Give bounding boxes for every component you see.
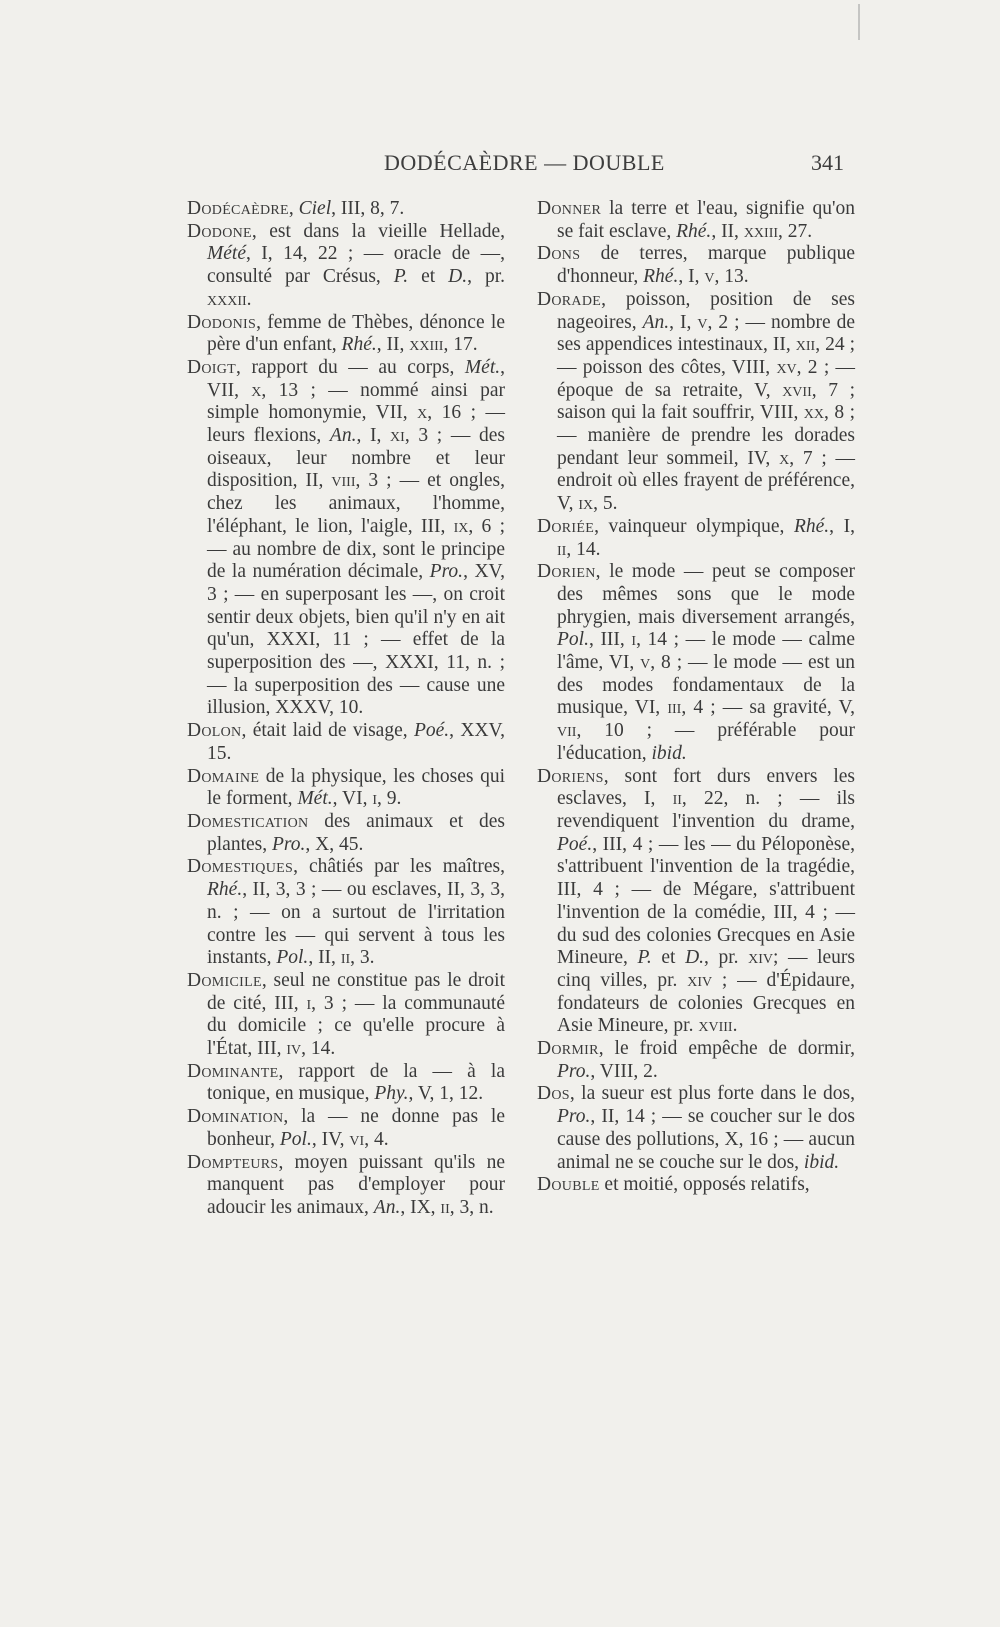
roman-numeral: ix <box>578 493 594 515</box>
italic-reference: Pro. <box>557 1060 591 1082</box>
italic-reference: Pro. <box>429 561 464 583</box>
entry-text: , 3 ; — la communauté du domicile ; ce qu'elle procure à l'État, III, <box>207 992 505 1060</box>
headword: Dos <box>537 1083 570 1105</box>
margin-mark <box>858 4 860 40</box>
roman-numeral: xxiii <box>409 334 444 356</box>
italic-reference: Rhé. <box>207 879 243 901</box>
entry-text: , II, <box>711 220 744 242</box>
roman-numeral: v <box>697 311 708 333</box>
entry-text: ; — d'Épidaure, fondateurs de colonies Grecques en Asie Mineure, pr. <box>557 969 855 1037</box>
headword: Domestiques <box>187 856 294 878</box>
roman-numeral: xiv <box>748 947 774 969</box>
entry-text: , III, <box>588 629 632 651</box>
index-entry <box>187 856 505 970</box>
headword: Dominante <box>187 1060 279 1082</box>
entry-text: , 10 ; — préférable pour l'éducation, <box>557 720 855 764</box>
roman-numeral: ii <box>672 788 682 810</box>
roman-numeral: v <box>640 652 651 674</box>
entry-text: , II, 3, 3 ; — ou esclaves, II, 3, 3, n. ; — on a surtout de l'irritation contre les — qui servent à tous les instants, <box>207 879 505 969</box>
roman-numeral: ii <box>340 947 351 969</box>
roman-numeral: i <box>306 992 312 1014</box>
roman-numeral: xi <box>390 425 405 447</box>
entry-text: , vainqueur olympique, <box>594 515 794 537</box>
entry-text: , VI, <box>332 788 373 810</box>
italic-reference: Pol. <box>279 1128 312 1150</box>
entry-text: , 22, n. ; — ils revendiquent l'invention du drame, <box>557 788 855 832</box>
italic-reference: Mét. <box>297 788 333 810</box>
index-entry <box>187 720 505 765</box>
running-title: DODÉCAÈDRE — DOUBLE <box>384 150 665 175</box>
italic-reference: ibid. <box>803 1151 840 1173</box>
entry-text: , I, <box>356 425 391 447</box>
roman-numeral: v <box>704 266 715 288</box>
italic-reference: Pro. <box>271 833 306 855</box>
entry-text: , I, <box>829 515 855 537</box>
index-entry <box>187 1106 505 1151</box>
entry-text: , IV, <box>311 1128 350 1150</box>
entry-text: , 9. <box>377 788 402 810</box>
italic-reference: Pro. <box>557 1106 591 1128</box>
italic-reference: An. <box>373 1196 401 1218</box>
entry-text: , III, 4 ; — les — du Péloponèse, s'attribuent l'invention de la tragédie, III, 4 ; — de Mégare, s'attribuent l'invention de la comédie, III, 4 ; — du sud des colonies Grecques en Asie Mineure, <box>557 833 855 969</box>
index-entry <box>537 1038 855 1083</box>
italic-reference: Pol. <box>276 947 309 969</box>
entry-text: , V, 1, 12. <box>408 1083 484 1105</box>
entry-text: . <box>246 288 252 310</box>
entry-text: , poisson, position de ses nageoires, <box>557 288 855 333</box>
entry-text: , pr. <box>704 947 749 969</box>
entry-text: , seul ne constitue pas le droit de cité, III, <box>207 969 505 1014</box>
entry-text: , rapport du — au corps, <box>236 356 465 378</box>
roman-numeral: vi <box>349 1128 365 1150</box>
entry-text: , 4 ; — sa gravité, V, <box>681 697 855 719</box>
headword: Double <box>537 1174 600 1196</box>
italic-reference: Poé. <box>557 833 593 855</box>
roman-numeral: i <box>631 629 637 651</box>
index-entry <box>187 1061 505 1106</box>
entry-text: , est dans la vieille Hellade, <box>251 220 505 242</box>
index-entry <box>187 357 505 720</box>
italic-reference: Rhé. <box>341 334 377 356</box>
index-entry <box>537 516 855 561</box>
index-entry <box>537 1174 855 1197</box>
roman-numeral: xviii <box>698 1015 733 1037</box>
entry-text: , 8 ; — manière de prendre les dorades pendant leur sommeil, IV, <box>557 402 855 469</box>
italic-reference: An. <box>329 425 357 447</box>
entry-text: , 8 ; — le mode — est un des modes fondamentaux de la musique, VI, <box>557 652 855 719</box>
roman-numeral: xxxii <box>207 288 247 310</box>
entry-text: , 17. <box>443 334 478 356</box>
italic-reference: Ciel <box>298 198 332 219</box>
entry-text: , 27. <box>778 220 813 242</box>
entry-text: , I, 14, 22 ; — oracle de —, consulté par Crésus, <box>207 243 505 288</box>
entry-text: , II, <box>376 334 410 356</box>
entry-text: , 3 ; — des oiseaux, leur nombre et leur disposition, II, <box>207 425 505 492</box>
entry-text: et <box>651 947 686 969</box>
entry-text: , 6 ; — au nombre de dix, sont le principe de la numération décimale, <box>207 515 505 583</box>
index-entry <box>187 1152 505 1220</box>
entry-text: , moyen puissant qu'ils ne manquent pas d'employer pour adoucir les animaux, <box>207 1151 505 1218</box>
italic-reference: P. <box>637 947 652 969</box>
italic-reference: Phy. <box>374 1083 409 1105</box>
roman-numeral: vii <box>557 720 577 742</box>
page-header <box>0 150 1000 180</box>
entry-text: , 7 ; — endroit où elles frayent de préférence, V, <box>557 447 856 515</box>
entry-text: , XXV, 15. <box>207 720 505 764</box>
entry-text: et <box>408 266 449 288</box>
roman-numeral: x <box>251 379 262 401</box>
entry-text: , VIII, 2. <box>590 1060 658 1082</box>
italic-reference: ibid. <box>651 742 687 764</box>
entry-text: , la — ne donne pas le bonheur, <box>207 1106 505 1150</box>
entry-text: , châtiés par les maîtres, <box>293 856 505 878</box>
index-entry <box>187 766 505 811</box>
entry-text: , femme de Thèbes, dénonce le père d'un enfant, <box>207 311 505 356</box>
page-number: 341 <box>811 150 844 175</box>
italic-reference: An. <box>642 311 670 333</box>
headword: Domaine <box>187 765 260 787</box>
entry-text: , 16 ; — leurs flexions, <box>207 402 506 447</box>
entry-text: , II, 14 ; — se coucher sur le dos cause des pollutions, X, 16 ; — aucun animal ne se couche sur le dos, <box>557 1106 855 1173</box>
roman-numeral: xiv <box>687 969 713 991</box>
entry-text: , I, <box>669 311 698 333</box>
entry-text: , sont fort durs envers les esclaves, I, <box>557 765 855 810</box>
entry-text: , 5. <box>593 493 618 515</box>
italic-reference: Poé. <box>413 720 450 742</box>
headword: Dompteurs <box>187 1151 279 1173</box>
entry-text: ; — leurs cinq villes, pr. <box>557 947 856 991</box>
entry-text: , 14. <box>566 538 601 560</box>
entry-text: , la sueur est plus forte dans le dos, <box>569 1083 855 1105</box>
roman-numeral: ix <box>453 515 469 537</box>
index-entry <box>537 1083 855 1174</box>
entry-text: de terres, marque publique d'honneur, <box>557 243 855 288</box>
italic-reference: Rhé. <box>676 220 712 242</box>
italic-reference: P. <box>393 266 409 288</box>
roman-numeral: ii <box>557 538 567 560</box>
italic-reference: D. <box>448 266 468 288</box>
headword: Doigt <box>187 356 237 378</box>
entry-text: , 13. <box>714 266 749 288</box>
headword: Doriée <box>537 515 595 537</box>
entry-text: , <box>288 198 299 219</box>
index-entry <box>187 811 505 856</box>
headword: Donner <box>537 198 602 219</box>
index-entry <box>537 561 855 765</box>
entry-text: , IX, <box>400 1196 441 1218</box>
roman-numeral: x <box>779 447 790 469</box>
entry-text: , 3, n. <box>449 1196 494 1218</box>
headword: Doriens <box>537 765 604 787</box>
entry-text: , VII, <box>207 356 505 401</box>
entry-text: la terre et l'eau, signifie qu'on se fait esclave, <box>557 198 855 242</box>
roman-numeral: iii <box>667 697 682 719</box>
roman-numeral: xxiii <box>743 220 779 242</box>
entry-text: de la physique, les choses qui le forment, <box>207 765 505 810</box>
entry-text: , 3. <box>350 947 375 969</box>
headword: Dodone <box>187 220 252 242</box>
headword: Domicile <box>187 969 262 991</box>
italic-reference: Rhé. <box>793 515 830 537</box>
entry-text: , I, <box>678 266 705 288</box>
index-entry <box>537 766 855 1038</box>
index-entry <box>537 289 855 516</box>
index-column-right <box>537 198 855 1197</box>
italic-reference: Rhé. <box>643 266 679 288</box>
entry-text: , 14 ; — le mode — calme l'âme, VI, <box>557 629 855 674</box>
entry-text: , XV, 3 ; — en superposant les —, on croit sentir deux objets, bien qu'il n'y en ait qu'un, XXXI, 11 ; — effet de la superposition des —, XXXI, 11, n. ; — la superposition des — cause une illusion, XXXV, 10. <box>207 561 505 719</box>
entry-text: , 2 ; — époque de sa retraite, V, <box>557 356 855 401</box>
index-entry <box>187 970 505 1061</box>
roman-numeral: xx <box>803 402 825 424</box>
italic-reference: Mét. <box>464 356 501 378</box>
headword: Dodécaèdre <box>187 198 289 219</box>
roman-numeral: x <box>417 402 428 424</box>
headword: Dorade <box>537 288 602 310</box>
headword: Dolon <box>187 720 242 742</box>
roman-numeral: xvii <box>782 379 812 401</box>
headword: Dons <box>537 243 581 265</box>
entry-text: , III, 8, 7. <box>331 198 405 219</box>
index-entry <box>187 312 505 357</box>
roman-numeral: viii <box>331 470 356 492</box>
entry-text: , X, 45. <box>305 833 364 855</box>
entry-text: , 3 ; — et ongles, chez les animaux, l'homme, l'éléphant, le lion, l'aigle, III, <box>207 470 506 537</box>
roman-numeral: xii <box>795 334 816 356</box>
roman-numeral: xv <box>776 356 797 378</box>
entry-text: , pr. <box>467 266 505 288</box>
entry-text: , 24 ; — poisson des côtes, VIII, <box>557 334 855 378</box>
index-entry <box>187 221 505 312</box>
italic-reference: D. <box>685 947 705 969</box>
entry-text: des animaux et des plantes, <box>207 810 505 855</box>
index-entry <box>537 243 855 288</box>
headword: Dorien <box>537 561 596 583</box>
entry-text: , rapport de la — à la tonique, en musique, <box>207 1060 505 1105</box>
headword: Domination <box>187 1106 284 1128</box>
index-entry <box>187 198 505 221</box>
italic-reference: Pol. <box>557 629 589 651</box>
entry-text: , 13 ; — nommé ainsi par simple homonymie, VII, <box>207 379 505 424</box>
entry-text: , II, <box>308 947 341 969</box>
entry-text: . <box>732 1015 738 1037</box>
entry-text: , 7 ; saison qui la fait souffrir, VIII, <box>557 379 855 424</box>
roman-numeral: ii <box>440 1196 450 1218</box>
roman-numeral: iv <box>286 1038 302 1060</box>
entry-text: , 4. <box>364 1128 389 1150</box>
entry-text: , le mode — peut se composer des mêmes sons que le mode phrygien, mais diversement arrangés, <box>557 561 855 628</box>
headword: Dodonis <box>187 311 257 333</box>
index-column-left <box>187 198 505 1220</box>
entry-text: , 14. <box>301 1038 336 1060</box>
entry-text: et moitié, opposés relatifs, <box>599 1174 810 1196</box>
roman-numeral: i <box>372 788 378 810</box>
entry-text: , 2 ; — nombre de ses appendices intestinaux, II, <box>557 311 856 356</box>
headword: Domestication <box>187 810 309 832</box>
entry-text: , le froid empêche de dormir, <box>598 1038 855 1060</box>
entry-text: , était laid de visage, <box>241 720 414 742</box>
headword: Dormir <box>537 1038 599 1060</box>
index-entry <box>537 198 855 243</box>
italic-reference: Mété <box>207 243 246 265</box>
